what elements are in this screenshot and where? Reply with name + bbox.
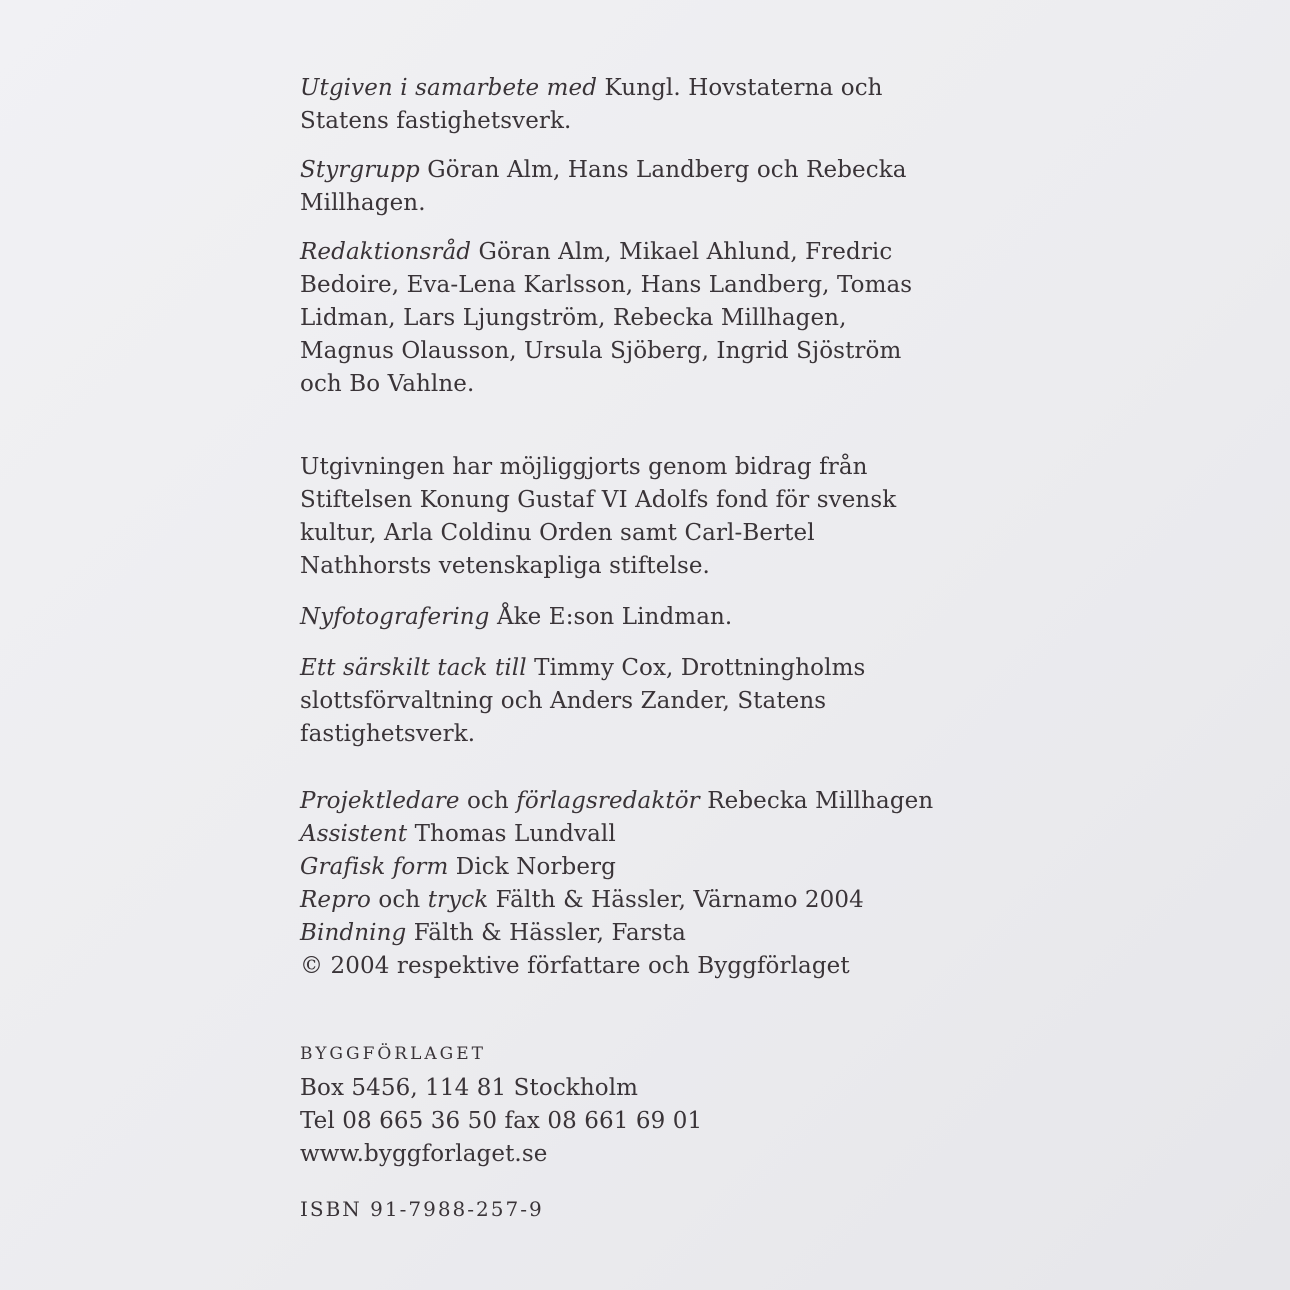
special-thanks-label: Ett särskilt tack till <box>300 655 527 681</box>
credit-graphic-design <box>300 851 940 884</box>
special-thanks-text: Timmy Cox, Drottningholms slottsförvaltning och Anders Zander, Statens fastighetsverk. <box>300 655 866 747</box>
credit-binding-value: Fälth & Hässler, Farsta <box>413 920 686 946</box>
credit-project-lead <box>300 785 940 818</box>
credit-binding-label: Bindning <box>300 920 407 946</box>
editorial-board-label: Redaktionsråd <box>300 239 472 265</box>
credit-assistant <box>300 818 940 851</box>
credit-assistant-value: Thomas Lundvall <box>414 821 616 847</box>
publisher-contact <box>300 1072 940 1171</box>
credit-repro-label: Repro <box>300 887 371 913</box>
steering-group-text: Göran Alm, Hans Landberg och Rebecka Millhagen. <box>300 157 907 216</box>
credit-print-label: tryck <box>427 887 489 913</box>
funding-note <box>300 451 940 583</box>
special-thanks <box>300 652 940 751</box>
credit-binding <box>300 917 940 950</box>
credit-project-lead-label: Projektledare <box>300 788 460 814</box>
credit-graphic-design-label: Grafisk form <box>300 854 449 880</box>
credit-repro-print <box>300 884 940 917</box>
credit-repro-print-value: Fälth & Hässler, Värnamo 2004 <box>495 887 864 913</box>
published-in-collaboration-text: Kungl. Hovstaterna och Statens fastighetsverk. <box>300 75 883 134</box>
publisher-name: BYGGFÖRLAGET <box>300 1044 487 1064</box>
publisher-address: Box 5456, 114 81 Stockholm <box>300 1075 639 1101</box>
credit-assistant-label: Assistent <box>300 821 408 847</box>
credit-graphic-design-value: Dick Norberg <box>455 854 616 880</box>
new-photography-label: Nyfotografering <box>300 604 490 630</box>
new-photography <box>300 601 940 634</box>
new-photography-text: Åke E:son Lindman. <box>496 604 733 630</box>
published-in-collaboration <box>300 72 940 138</box>
published-in-collaboration-label: Utgiven i samarbete med <box>300 75 598 101</box>
editorial-board-text: Göran Alm, Mikael Ahlund, Fredric Bedoire, Eva-Lena Karlsson, Hans Landberg, Tomas Lidman, Lars Ljungström, Rebecka Millhagen, Magnus Olausson, Ursula Sjöberg, Ingrid Sjöström och Bo Vahlne. <box>300 239 913 397</box>
funding-note-text: Utgivningen har möjliggjorts genom bidrag från Stiftelsen Konung Gustaf VI Adolfs fond för svensk kultur, Arla Coldinu Orden samt Carl-Bertel Nathhorsts vetenskapliga stiftelse. <box>300 454 897 579</box>
steering-group <box>300 154 940 220</box>
editorial-board <box>300 236 940 401</box>
credit-and-1: och <box>466 788 509 814</box>
credit-publishing-editor-label: förlagsredaktör <box>516 788 700 814</box>
credit-and-2: och <box>378 887 421 913</box>
isbn: ISBN 91-7988-257-9 <box>300 1197 544 1221</box>
credit-project-lead-value: Rebecka Millhagen <box>707 788 934 814</box>
copyright-notice: © 2004 respektive författare och Byggförlaget <box>300 953 850 979</box>
publisher-website: www.byggforlaget.se <box>300 1141 548 1167</box>
credits <box>300 785 940 983</box>
publisher-phone: Tel 08 665 36 50 fax 08 661 69 01 <box>300 1108 703 1134</box>
steering-group-label: Styrgrupp <box>300 157 420 183</box>
